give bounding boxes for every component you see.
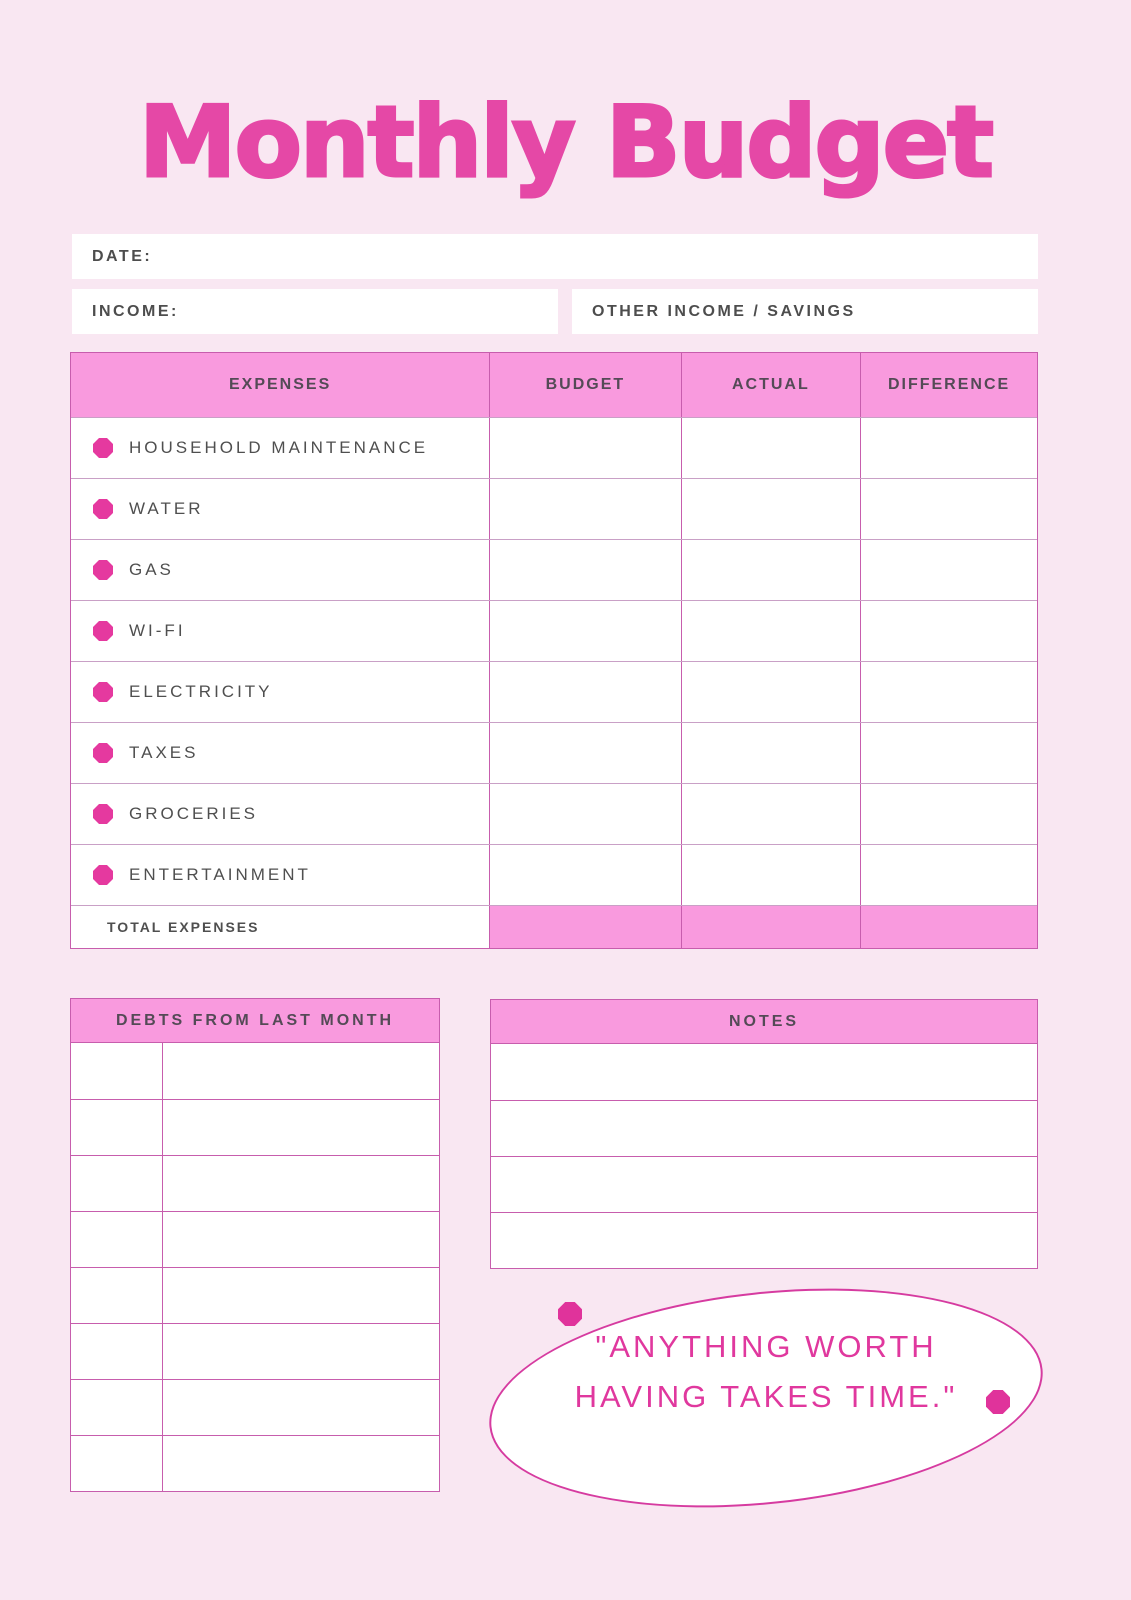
notes-section — [490, 999, 1038, 1269]
table-row — [71, 661, 1037, 722]
expense-label: HOUSEHOLD MAINTENANCE — [129, 438, 429, 457]
debt-description-cell[interactable] — [163, 1156, 439, 1211]
actual-cell[interactable] — [682, 784, 862, 844]
list-item — [71, 1211, 439, 1267]
table-row — [71, 844, 1037, 905]
difference-header: DIFFERENCE — [887, 376, 1011, 393]
budget-cell[interactable] — [490, 845, 681, 905]
notes-line[interactable] — [491, 1044, 1037, 1100]
debt-amount-cell[interactable] — [71, 1380, 163, 1435]
debt-description-cell[interactable] — [163, 1100, 439, 1155]
debt-amount-cell[interactable] — [71, 1324, 163, 1379]
table-row — [71, 539, 1037, 600]
actual-cell[interactable] — [682, 662, 862, 722]
expenses-header: EXPENSES — [71, 353, 490, 417]
list-item — [71, 1435, 439, 1491]
list-item — [71, 1155, 439, 1211]
actual-cell[interactable] — [682, 418, 862, 478]
debt-description-cell[interactable] — [163, 1436, 439, 1491]
expenses-header-row — [71, 353, 1037, 417]
debt-description-cell[interactable] — [163, 1268, 439, 1323]
other-income-savings-field[interactable] — [572, 289, 1038, 334]
debt-amount-cell[interactable] — [71, 1100, 163, 1155]
expense-label: TAXES — [129, 743, 199, 762]
table-row — [71, 600, 1037, 661]
table-row — [71, 478, 1037, 539]
budget-cell[interactable] — [490, 479, 681, 539]
octagon-bullet-icon — [93, 682, 113, 702]
budget-cell[interactable] — [490, 418, 681, 478]
actual-cell[interactable] — [682, 723, 862, 783]
difference-cell[interactable] — [861, 784, 1037, 844]
income-field[interactable] — [72, 289, 558, 334]
list-item — [71, 1267, 439, 1323]
expense-label-cell — [71, 662, 490, 722]
expense-label-cell — [71, 601, 490, 661]
difference-cell[interactable] — [861, 601, 1037, 661]
actual-header: ACTUAL — [682, 353, 862, 417]
list-item — [71, 1379, 439, 1435]
expense-label: ELECTRICITY — [129, 682, 273, 701]
budget-header: BUDGET — [490, 353, 681, 417]
budget-cell[interactable] — [490, 784, 681, 844]
notes-line[interactable] — [491, 1100, 1037, 1156]
expense-label-cell — [71, 723, 490, 783]
octagon-bullet-icon — [93, 743, 113, 763]
budget-cell[interactable] — [490, 662, 681, 722]
difference-cell[interactable] — [861, 662, 1037, 722]
list-item — [71, 1043, 439, 1099]
expense-label-cell — [71, 540, 490, 600]
expense-label-cell — [71, 784, 490, 844]
debt-amount-cell[interactable] — [71, 1436, 163, 1491]
debt-amount-cell[interactable] — [71, 1212, 163, 1267]
debt-amount-cell[interactable] — [71, 1268, 163, 1323]
budget-cell[interactable] — [490, 601, 681, 661]
debts-table — [70, 998, 440, 1492]
budget-cell[interactable] — [490, 540, 681, 600]
octagon-bullet-icon — [93, 438, 113, 458]
expense-label: ENTERTAINMENT — [129, 865, 311, 884]
notes-line[interactable] — [491, 1212, 1037, 1268]
expense-label-cell — [71, 845, 490, 905]
other-income-savings-label: OTHER INCOME / SAVINGS — [592, 302, 856, 320]
debt-description-cell[interactable] — [163, 1324, 439, 1379]
total-expenses-label: TOTAL EXPENSES — [71, 906, 490, 948]
difference-cell[interactable] — [861, 418, 1037, 478]
table-row — [71, 417, 1037, 478]
total-expenses-row — [71, 905, 1037, 948]
octagon-bullet-icon — [93, 621, 113, 641]
debt-description-cell[interactable] — [163, 1043, 439, 1099]
budget-cell[interactable] — [490, 723, 681, 783]
notes-title: NOTES — [491, 1000, 1037, 1044]
debt-amount-cell[interactable] — [71, 1156, 163, 1211]
actual-cell[interactable] — [682, 540, 862, 600]
table-row — [71, 783, 1037, 844]
expense-label-cell — [71, 418, 490, 478]
income-label: INCOME: — [92, 302, 179, 320]
debt-description-cell[interactable] — [163, 1212, 439, 1267]
debt-description-cell[interactable] — [163, 1380, 439, 1435]
quote-text — [488, 1322, 1044, 1422]
expense-label: WI-FI — [129, 621, 186, 640]
actual-cell[interactable] — [682, 601, 862, 661]
octagon-bullet-icon — [93, 865, 113, 885]
expense-label: WATER — [129, 499, 204, 518]
expense-label: GROCERIES — [129, 804, 259, 823]
list-item — [71, 1323, 439, 1379]
quote-line-1: "ANYTHING WORTH — [595, 1329, 937, 1364]
actual-cell[interactable] — [682, 479, 862, 539]
debt-amount-cell[interactable] — [71, 1043, 163, 1099]
octagon-bullet-icon — [93, 804, 113, 824]
debts-title: DEBTS FROM LAST MONTH — [71, 999, 439, 1043]
quote-line-2: HAVING TAKES TIME." — [574, 1379, 958, 1414]
difference-cell[interactable] — [861, 540, 1037, 600]
table-row — [71, 722, 1037, 783]
notes-line[interactable] — [491, 1156, 1037, 1212]
date-field[interactable] — [72, 234, 1038, 279]
octagon-bullet-icon — [93, 560, 113, 580]
total-actual-cell[interactable] — [682, 906, 862, 948]
page-title: Monthly Budget — [139, 86, 992, 200]
octagon-bullet-icon — [93, 499, 113, 519]
difference-cell[interactable] — [861, 479, 1037, 539]
total-budget-cell[interactable] — [490, 906, 681, 948]
list-item — [71, 1099, 439, 1155]
expenses-table — [70, 352, 1038, 949]
actual-cell[interactable] — [682, 845, 862, 905]
date-label: DATE: — [92, 247, 153, 265]
total-difference-cell[interactable] — [861, 906, 1037, 948]
difference-cell[interactable] — [861, 723, 1037, 783]
expense-label: GAS — [129, 560, 174, 579]
difference-cell[interactable] — [861, 845, 1037, 905]
expense-label-cell — [71, 479, 490, 539]
